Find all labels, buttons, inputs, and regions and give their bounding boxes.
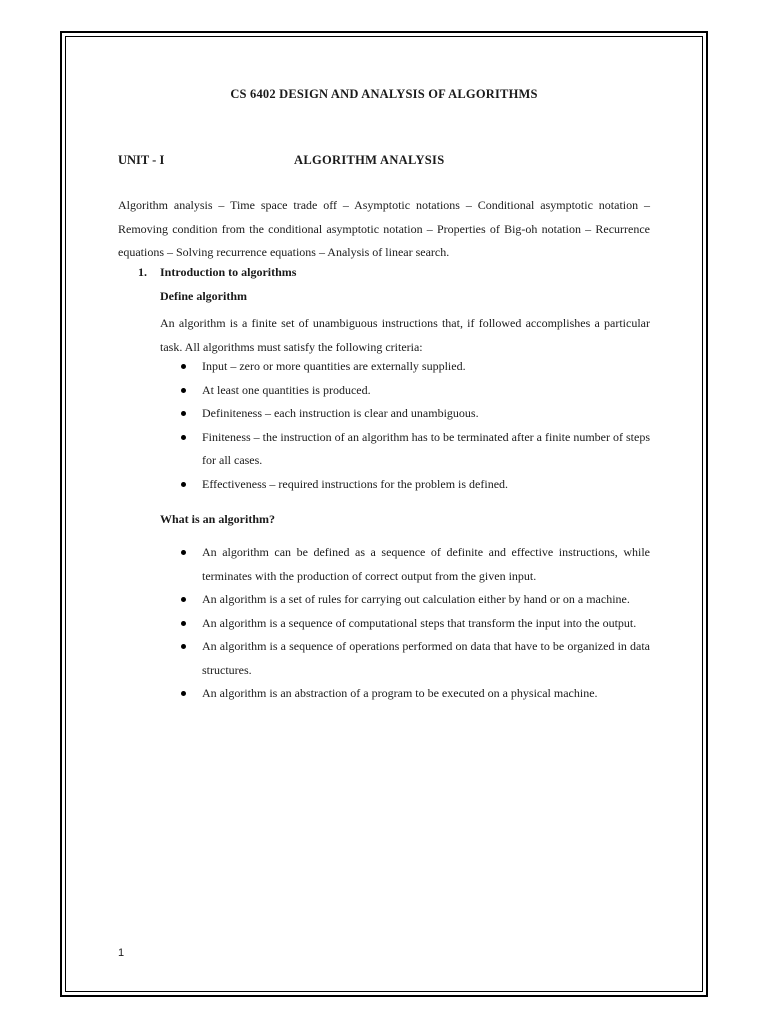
criteria-text: Definiteness – each instruction is clear and unambiguous.	[202, 406, 479, 420]
list-item	[180, 588, 650, 612]
criteria-text: Effectiveness – required instructions for the problem is defined.	[202, 476, 509, 491]
definition-text: An algorithm is a set of rules for carrying out calculation either by hand or on a machine.	[202, 592, 630, 606]
section-title: Introduction to algorithms	[160, 265, 297, 279]
criteria-list	[180, 355, 650, 496]
bullet-icon	[181, 482, 186, 487]
bullet-icon	[181, 388, 186, 393]
bullet-icon	[181, 597, 186, 602]
list-item	[180, 426, 650, 473]
bullet-icon	[181, 435, 186, 440]
definition-text: An algorithm can be defined as a sequence of definite and effective instructions, while terminates with the production of correct output from the given input.	[202, 545, 650, 583]
bullet-icon	[181, 364, 186, 369]
define-algorithm-heading: Define algorithm	[160, 289, 247, 303]
criteria-text: At least one quantities is produced.	[202, 382, 371, 397]
bullet-icon	[181, 411, 186, 416]
list-item	[180, 379, 650, 403]
criteria-text: Input – zero or more quantities are externally supplied.	[202, 359, 466, 373]
definition-text: An algorithm is a sequence of operations performed on data that have to be organized in data structures.	[202, 639, 650, 677]
list-item	[180, 612, 650, 636]
list-item	[180, 541, 650, 588]
definition-paragraph: An algorithm is a finite set of unambiguous instructions that, if followed accomplishes a particular task. All algorithms must satisfy the following criteria:	[160, 316, 650, 354]
unit-label: UNIT - I	[118, 153, 165, 167]
what-is-algorithm-heading: What is an algorithm?	[160, 512, 276, 526]
unit-topic: ALGORITHM ANALYSIS	[294, 153, 445, 167]
list-item	[180, 473, 650, 497]
definition-text: An algorithm is a sequence of computational steps that transform the input into the output.	[202, 615, 637, 630]
definitions-list	[180, 541, 650, 706]
bullet-icon	[181, 621, 186, 626]
list-item	[180, 682, 650, 706]
bullet-icon	[181, 550, 186, 555]
list-item	[180, 402, 650, 426]
list-item	[180, 355, 650, 379]
section-number: 1.	[138, 265, 147, 279]
list-item	[180, 635, 650, 682]
criteria-text: Finiteness – the instruction of an algorithm has to be terminated after a finite number of steps for all cases.	[202, 429, 650, 467]
bullet-icon	[181, 691, 186, 696]
syllabus-paragraph: Algorithm analysis – Time space trade off – Asymptotic notations – Conditional asymptotic notation – Removing condition from the conditional asymptotic notation – Properties of Big-oh notation – Recurrence equations – Solving recurrence equations – Analysis of linear search.	[118, 198, 650, 259]
bullet-icon	[181, 644, 186, 649]
page-number: 1	[118, 947, 125, 959]
definition-text: An algorithm is an abstraction of a program to be executed on a physical machine.	[202, 686, 598, 700]
document-title: CS 6402 DESIGN AND ANALYSIS OF ALGORITHMS	[230, 87, 538, 101]
